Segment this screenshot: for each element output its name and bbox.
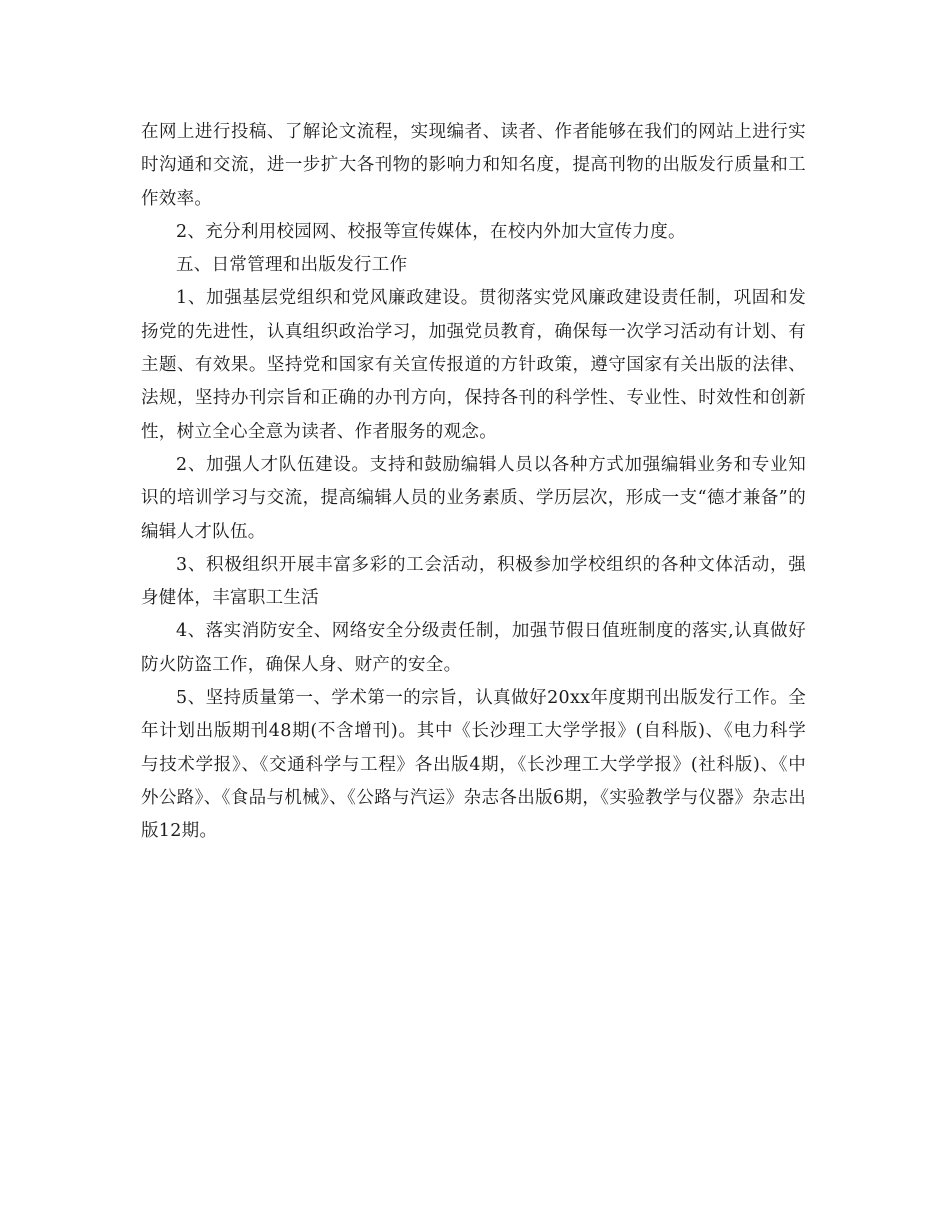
paragraph-safety-item-4: 4、落实消防安全、网络安全分级责任制，加强节假日值班制度的落实,认真做好防火防盗工作，确保人身、财产的安全。	[141, 621, 806, 675]
document-body	[141, 116, 806, 849]
paragraph-talent-team-item-2: 2、加强人才队伍建设。支持和鼓励编辑人员以各种方式加强编辑业务和专业知识的培训学习与交流，提高编辑人员的业务素质、学历层次，形成一支“德才兼备”的编辑人才队伍。	[141, 454, 806, 542]
paragraph-publication-plan-item-5: 5、坚持质量第一、学术第一的宗旨，认真做好20xx年度期刊出版发行工作。全年计划出版期刊48期(不含增刊)。其中《长沙理工大学学报》(自科版)、《电力科学与技术学报》、《交通科学与工程》各出版4期，《长沙理工大学学报》(社科版)、《中外公路》、《食品与机械》、《公路与汽运》杂志各出版6期，《实验教学与仪器》杂志出版12期。	[141, 688, 806, 842]
paragraph-party-building-item-1: 1、加强基层党组织和党风廉政建设。贯彻落实党风廉政建设责任制，巩固和发扬党的先进性，认真组织政治学习，加强党员教育，确保每一次学习活动有计划、有主题、有效果。坚持党和国家有关宣传报道的方针政策，遵守国家有关出版的法律、法规，坚持办刊宗旨和正确的办刊方向，保持各刊的科学性、专业性、时效性和创新性，树立全心全意为读者、作者服务的观念。	[141, 288, 806, 442]
paragraph-publicity-item-2: 2、充分利用校园网、校报等宣传媒体，在校内外加大宣传力度。	[176, 221, 686, 242]
section-heading-daily-management: 五、日常管理和出版发行工作	[176, 255, 408, 276]
paragraph-continuation: 在网上进行投稿、了解论文流程，实现编者、读者、作者能够在我们的网站上进行实时沟通和交流，进一步扩大各刊物的影响力和知名度，提高刊物的出版发行质量和工作效率。	[141, 122, 806, 209]
paragraph-union-activities-item-3: 3、积极组织开展丰富多彩的工会活动，积极参加学校组织的各种文体活动，强身健体，丰富职工生活	[141, 554, 806, 609]
